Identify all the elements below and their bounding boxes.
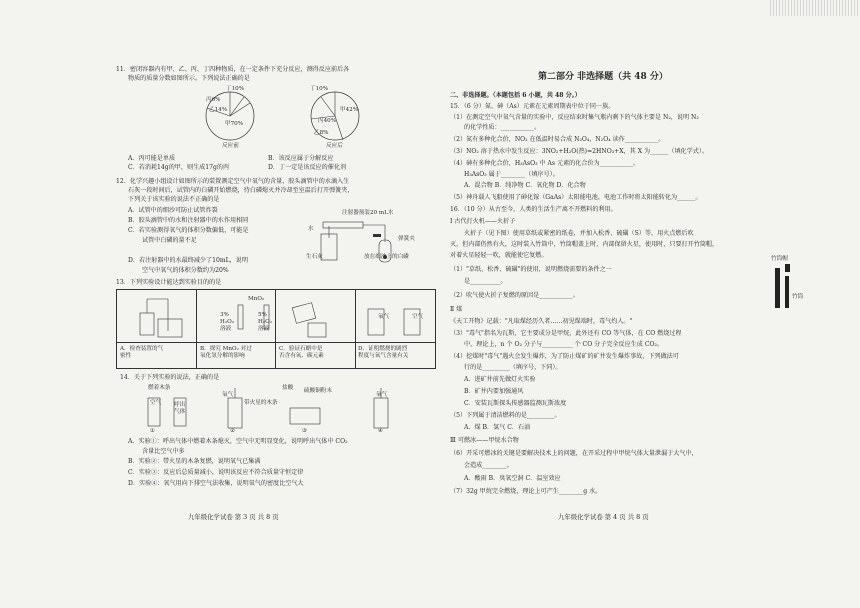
q12-opt-c2: 试管中白磷的量不足 — [142, 237, 197, 244]
q16-p6-options: A．酸雨 B．臭氧空洞 C．温室效应 — [464, 475, 561, 482]
q16-p4b: 行的是_________（填序号，下同）。 — [464, 364, 562, 371]
q16-part-iii: Ⅲ 可燃冰——甲烷水合物 — [450, 437, 519, 444]
q14-fig2-oxygen: 氧气 — [222, 392, 234, 398]
q14-num-1: ① — [150, 428, 156, 434]
q13-mno2: MnO₂ — [248, 296, 265, 302]
q13-cap-b: B．探究 MnO₂ 对过 氧化氢分解的影响 — [200, 346, 252, 359]
pie1-jia: 甲70% — [225, 121, 244, 127]
fig-lime-label: 生石灰 — [306, 254, 323, 260]
fig-phosphorus-label: 放在细沙上的白磷 — [364, 254, 409, 260]
q14-fig4-oxygen: 氧气 — [376, 392, 388, 398]
q12-opt-c1: C．若实验测得氧气的体积分数偏低，可能是 — [128, 227, 249, 234]
q14-fig1-exhaled: 呼出 — [174, 402, 186, 408]
q14-fig1-gas: 气体 — [174, 409, 186, 415]
q16-p6b: 会造成________。 — [464, 462, 513, 469]
q12-opt-a: A．试管中的细沙可防止试管炸裂 — [128, 207, 218, 214]
q14-fig1-air: 空气 — [150, 400, 162, 406]
q16-p5-options: A．煤 B．氢气 C．石油 — [464, 424, 531, 431]
q13-stem: 13．下列实验设计能达到实验目的的是 — [116, 279, 222, 286]
q14-num-3: ③ — [302, 428, 308, 434]
q14-fig3-hcl: 盐酸 — [282, 385, 294, 391]
pie2-jia: 甲42% — [340, 107, 359, 113]
q15-p1b: 的化学性质：___________。 — [464, 124, 541, 131]
pie1-yi: 乙14% — [209, 107, 228, 113]
q13-h2o2-b: H₂O₂ — [258, 319, 272, 325]
q13-5pct: 5% — [258, 312, 267, 318]
pie2-bing: 丙40% — [318, 118, 337, 124]
q16-p1a: （1）"草纸、松香、硫磺"的使用，说明燃烧需要的条件之一 — [450, 266, 612, 273]
q13-3pct: 3% — [220, 312, 229, 318]
q14-opt-d: D．实验④：氧气用向下排空气法收集，说明氧气的密度比空气大 — [128, 480, 304, 487]
q16-p5: （5）下列属于清洁燃料的是_________。 — [450, 412, 561, 419]
q15-p4-options: A．混合物 B．纯净物 C．氧化物 D．化合物 — [464, 182, 586, 189]
q16-stem: 16．（10 分）从古至今，人类的生活生产离不开燃料的利用。 — [450, 206, 617, 213]
q13-h2o2-a: H₂O₂ — [220, 319, 234, 325]
q13-soln-b: 溶液 — [258, 326, 270, 332]
q15-p4: （4）砷有多种化合价，H₃AsO₃ 中 As 元素的化合价为___________。 — [450, 160, 640, 167]
q16-p6a: （6）开采可燃冰的关键是要解决技术上的问题，在开采过程中甲烷气体大量泄漏于大气中， — [450, 450, 698, 457]
q16-ii-line: 《天工开物》记载："凡取煤经历久者……初见煤端时，毒气灼人。" — [450, 318, 633, 325]
q16-part-ii: Ⅱ 煤 — [450, 306, 463, 313]
q16-p4-opt-b: B．矿井内要加强通风 — [464, 388, 524, 395]
q16-part-i: Ⅰ 古代打火机——火折子 — [450, 218, 516, 225]
q12-opt-b: B．胶头滴管中的水和注射器中的水作用相同 — [128, 217, 249, 224]
q15-stem: 15．（6 分）氮、砷（As）元素在元素周期表中位于同一族。 — [450, 103, 615, 110]
q16-p7: （7）32g 甲烷完全燃烧，理论上可产生________g 水。 — [450, 488, 602, 495]
q14-fig2-splint: 带火星的木条 — [244, 400, 278, 406]
q16-p4-opt-c: C．安装瓦斯探头传感器监测瓦斯浓度 — [464, 400, 567, 407]
q11-opt-b: B．该反应属于分解反应 — [268, 155, 334, 162]
pie1-ding: 丁10% — [226, 86, 245, 92]
q16-i-line1: 火折子（见下图）使用草纸或紧密的纸卷，并加入松香、硫磺（S）等，用火点燃后吹 — [464, 230, 694, 237]
q14-opt-a2: 含量比空气中多 — [142, 448, 185, 455]
q16-i-line2: 灭，但内部仍然有火，这时装入竹筒中，竹筒帽盖上时，内部保留火星，使用时，只要打开竹筒帽， — [450, 241, 719, 248]
q14-stem: 14．关于下列实验的说法，正确的是 — [120, 374, 220, 381]
q16-p3b: 中，理论上，n 个 O₂ 分子与__________ 个 CO 分子完全反应生成 CO₂。 — [464, 341, 664, 348]
page-3 — [108, 0, 438, 608]
q13-cap-c: C．验证石蜡中是 否含有氧、碳元素 — [279, 346, 324, 359]
q16-p1b: 是__________。 — [464, 278, 507, 285]
q14-num-2: ② — [230, 428, 236, 434]
q11-opt-a: A．丙可能是单质 — [128, 155, 176, 162]
q15-p2: （2）氮有多种化合价，NO₂ 在低温时易合成 N₂O₄，N₂O₄ 读作___________。 — [450, 136, 665, 143]
q13-cap-a: A．检查装置的气 密性 — [120, 346, 164, 359]
page-4-footer: 九年级化学试卷 第 4 页 共 8 页 — [558, 513, 649, 521]
q11-stem-2: 物质的质量分数如图所示。下列说法正确的是 — [128, 75, 250, 82]
q14-opt-b: B．实验②：带火星的木条复燃，说明氧气已集满 — [128, 458, 261, 465]
q11-stem-1: 11．密闭容器内有甲、乙、丙、丁四种物质，在一定条件下充分反应，测得反应前后各 — [116, 66, 350, 73]
fig-water-label: 水 — [308, 226, 314, 232]
q12-stem-1: 12．化学兴趣小组设计如图所示的装置测定空气中氧气的含量，胶头滴管中的水滴入生 — [116, 178, 350, 185]
fig-syringe-label: 注射器预装20 mL水 — [342, 210, 394, 216]
q15-p1a: （1）在测定空气中氧气含量的实验中，反应结束时集气瓶内剩下的气体主要是 N₂，说明 N₂ — [450, 114, 699, 121]
q12-opt-d1: D．若注射器中的水最终减少了10mL，说明 — [128, 257, 248, 264]
pie2-ding: 丁10% — [310, 86, 329, 92]
part2-title: 第二部分 非选择题（共 48 分） — [538, 72, 668, 82]
q11-opt-d: D．丁一定是该反应的催化剂 — [268, 164, 347, 171]
pie1-bing: 丙6% — [206, 97, 221, 103]
fig-clip-label: 弹簧夹 — [398, 236, 415, 242]
q16-p2: （2）吹气使火折子复燃的原因是___________。 — [450, 292, 579, 299]
fig-tube-label: 竹筒 — [792, 294, 804, 300]
page-3-footer: 九年级化学试卷 第 3 页 共 8 页 — [188, 513, 279, 521]
q14-fig3-cuso4: 硫酸铜粉末 — [304, 388, 332, 394]
fire-starter-figure — [771, 262, 804, 312]
q13-fig-d-oxygen: 氧气 — [378, 314, 390, 320]
fig-cap-label: 竹筒帽 — [771, 256, 788, 262]
q16-p4a: （4）挖煤时"毒气"遇火会发生爆炸，为了防止煤矿的矿井发生爆炸事故，下列做法可 — [450, 353, 679, 360]
q12-stem-3: 下列关于该实验的说法不正确的是 — [128, 196, 220, 203]
q16-p4-opt-a: A．进矿井前先做灯火实验 — [464, 376, 536, 383]
q12-stem-2: 石灰一段时间后，试管内的白磷开始燃烧，待白磷熄灭并冷却至室温后打开弹簧夹， — [128, 187, 354, 194]
q14-opt-c: C．实验③：反应后总质量减小，说明该反应不符合质量守恒定律 — [128, 469, 304, 476]
q16-p3a: （3）"毒气"指名为瓦斯，它主要成分是甲烷，此外还有 CO 等气体，在 CO 燃烧过程 — [450, 330, 682, 337]
pie2-caption: 反应后 — [326, 143, 343, 149]
q15-p3: （3）NO₂ 溶于热水中发生反应：3NO₂+H₂O(热)=2HNO₃+X，其 X 为______（填化学式）。 — [450, 148, 708, 155]
q15-p5: （5）神舟载人飞船使用了砷化镓（GaAs）太阳能电池，电池工作时将太阳能转化为______。 — [450, 194, 702, 201]
q14-opt-a1: A．实验①：呼出气体中燃着木条熄灭，空气中无明显变化，说明呼出气体中 CO₂ — [128, 438, 348, 445]
q15-p4b: H₃AsO₃ 属于________（填序号）。 — [464, 171, 559, 178]
pie2-yi: 乙8% — [314, 130, 329, 136]
q16-i-line3: 对着火星轻轻一吹，就能使它复燃。 — [450, 252, 548, 259]
section-heading: 二、非选择题。（本题包括 6 小题，共 48 分。） — [450, 92, 581, 99]
q14-fig1-splint: 燃着木条 — [148, 385, 171, 391]
q12-opt-d2: 空气中氧气的体积分数约为20% — [142, 267, 229, 274]
q13-cap-d: D．证明燃烧的剧烈 程度与氧气含量有关 — [358, 346, 409, 359]
q13-soln-a: 溶液 — [220, 326, 232, 332]
q11-opt-c: C．若消耗14g的甲，则生成17g的丙 — [128, 164, 230, 171]
page-4 — [446, 0, 826, 608]
q14-num-4: ④ — [378, 428, 384, 434]
q13-fig-d-air: 空气 — [412, 314, 424, 320]
pie1-caption: 反应前 — [222, 143, 239, 149]
